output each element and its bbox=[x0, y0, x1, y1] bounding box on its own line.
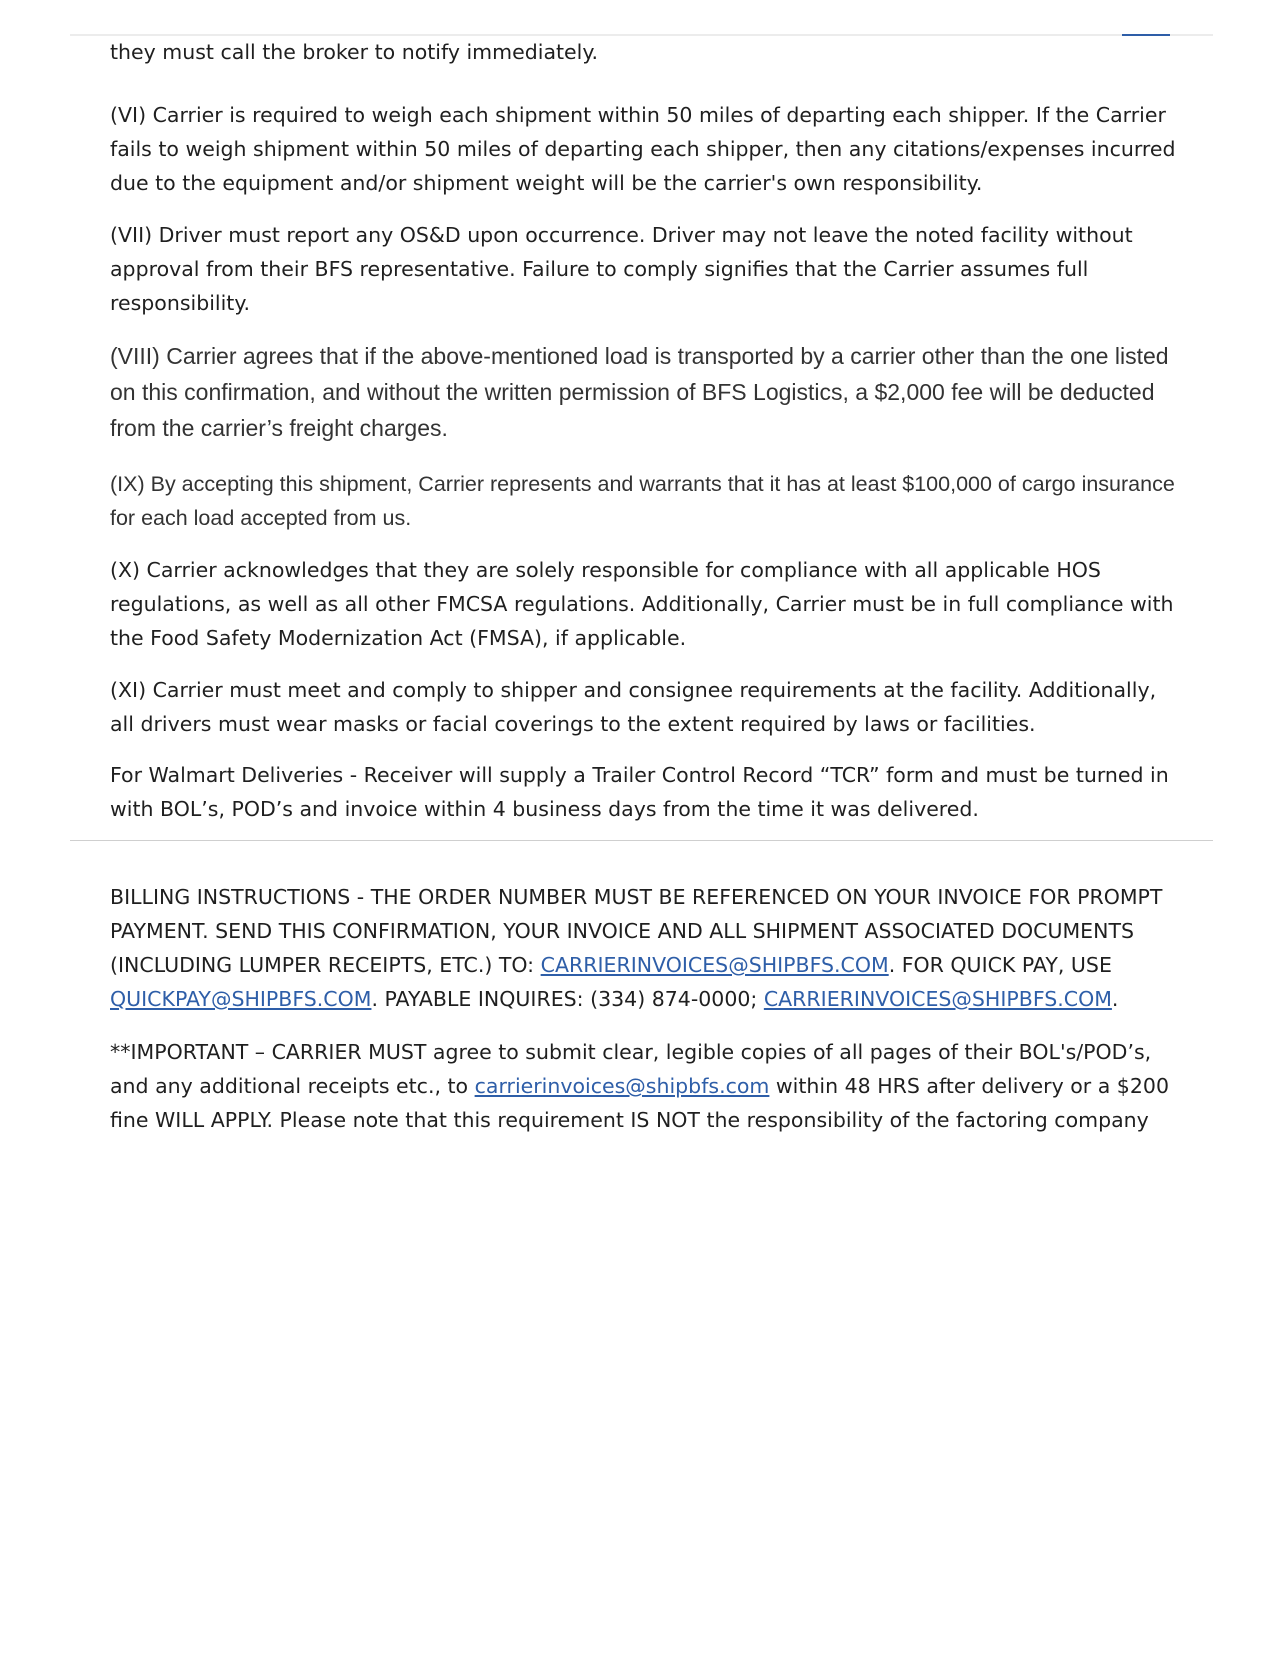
paragraph-ix: (IX) By accepting this shipment, Carrier represents and warrants that it has at least $100,000 of cargo insurance for each load accepted from us. bbox=[110, 472, 1175, 530]
paragraph-vii: (VII) Driver must report any OS&D upon occurrence. Driver may not leave the noted facility without approval from their BFS representative. Failure to comply signifies that the Carrier assumes full responsibility. bbox=[110, 223, 1133, 315]
paragraph-x: (X) Carrier acknowledges that they are solely responsible for compliance with all applicable HOS regulations, as well as all other FMCSA regulations. Additionally, Carrier must be in full compliance with the Food Safety Modernization Act (FMSA), if applicable. bbox=[110, 558, 1174, 650]
carrierinvoices-email-link[interactable]: carrierinvoices@shipbfs.com bbox=[474, 1074, 770, 1098]
billing-instructions bbox=[110, 880, 1180, 1016]
important-text-2: within 48 HRS after delivery or a $200 fine WILL APPLY. Please note that this requirement IS NOT the responsibility of the factoring company bbox=[110, 1074, 1169, 1132]
billing-text-2: . FOR QUICK PAY, USE bbox=[888, 953, 1112, 977]
quickpay-email-link[interactable]: QUICKPAY@SHIPBFS.COM bbox=[110, 987, 372, 1011]
billing-text-4: . bbox=[1111, 987, 1119, 1011]
paragraph-continuation: they must call the broker to notify immediately. bbox=[110, 40, 599, 64]
important-notice bbox=[110, 1035, 1180, 1137]
paragraph-xi: (XI) Carrier must meet and comply to shipper and consignee requirements at the facility. Additionally, all drivers must wear masks or facial coverings to the extent required by laws or facilities. bbox=[110, 678, 1157, 736]
section-divider bbox=[70, 840, 1213, 841]
billing-text-1: BILLING INSTRUCTIONS - THE ORDER NUMBER MUST BE REFERENCED ON YOUR INVOICE FOR PROMPT PAYMENT. SEND THIS CONFIRMATION, YOUR INVOICE AND ALL SHIPMENT ASSOCIATED DOCUMENTS (INCLUDING LUMPER RECEIPTS, ETC.) TO: bbox=[110, 885, 1163, 977]
important-text-1: **IMPORTANT – CARRIER MUST agree to submit clear, legible copies of all pages of their BOL's/POD’s, and any additional receipts etc., to bbox=[110, 1040, 1152, 1098]
carrier-invoices-email-link[interactable]: CARRIERINVOICES@SHIPBFS.COM bbox=[540, 953, 889, 977]
paragraph-vi: (VI) Carrier is required to weigh each shipment within 50 miles of departing each shipper. If the Carrier fails to weigh shipment within 50 miles of departing each shipper, then any citations/expenses incurred due to the equipment and/or shipment weight will be the carrier's own responsibility. bbox=[110, 103, 1176, 195]
paragraph-viii: (VIII) Carrier agrees that if the above-mentioned load is transported by a carrier other than the one listed on this confirmation, and without the written permission of BFS Logistics, a $2,000 fee will be deducted from the carrier’s freight charges. bbox=[110, 343, 1169, 441]
billing-text-3: . PAYABLE INQUIRES: (334) 874-0000; bbox=[371, 987, 764, 1011]
paragraph-walmart: For Walmart Deliveries - Receiver will supply a Trailer Control Record “TCR” form and must be turned in with BOL’s, POD’s and invoice within 4 business days from the time it was delivered. bbox=[110, 763, 1169, 821]
payable-inquiries-email-link[interactable]: CARRIERINVOICES@SHIPBFS.COM bbox=[763, 987, 1112, 1011]
